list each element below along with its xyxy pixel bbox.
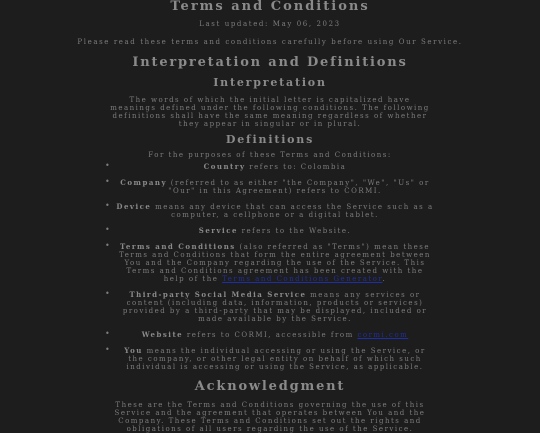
list-item [105, 203, 435, 219]
definitions-list [105, 163, 435, 371]
definition-term: Company [120, 178, 168, 187]
definition-term: Website [141, 330, 184, 339]
definition-text: refers to: Colombia [245, 163, 347, 171]
list-item [105, 331, 435, 339]
definition-text: refers to the Website. [237, 227, 352, 235]
bullet-icon: • [105, 161, 112, 170]
definitions-lead: For the purposes of these Terms and Conditions: [148, 151, 392, 159]
definition-tail: . [382, 275, 387, 283]
definition-text: refers to CORMI, accessible from [183, 331, 358, 339]
website-link[interactable]: cormi.com [357, 331, 409, 339]
bullet-icon: • [105, 225, 112, 234]
bullet-icon: • [105, 289, 112, 298]
acknowledgment-heading: Acknowledgment [194, 379, 346, 394]
bullet-icon: • [105, 177, 112, 186]
intro-text: Please read these terms and conditions carefully before using Our Service. [77, 38, 463, 46]
definition-term: Third-party Social Media Service [129, 290, 307, 299]
acknowledgment-text: These are the Terms and Conditions governing the use of this Service and the agreement that operates between You and the Company. These Terms and Conditions set out the rights and obligations of all users regarding the use of the Service. [114, 401, 426, 433]
terms-generator-link[interactable]: Terms and Conditions Generator [222, 275, 383, 283]
list-item [105, 227, 435, 235]
definition-term: Service [198, 226, 238, 235]
list-item [105, 291, 435, 323]
definition-text: means any services or content (including data, information, products or services) provided by a third-party that may be displayed, included or made available by the Service. [122, 291, 428, 323]
last-updated: Last updated: May 06, 2023 [199, 20, 341, 28]
interpretation-text: The words of which the initial letter is capitalized have meanings defined under the following conditions. The following definitions shall have the same meaning regardless of whether they appear in singular or in plural. [110, 96, 430, 128]
definition-text: means the individual accessing or using the Service, or the company, or other legal entity on behalf of which such individual is accessing or using the Service, as applicable. [126, 347, 426, 371]
definition-term: You [124, 346, 143, 355]
bullet-icon: • [105, 329, 112, 338]
page-title: Terms and Conditions [170, 0, 370, 14]
definition-term: Terms and Conditions [119, 242, 236, 251]
definition-text: means any device that can access the Service such as a computer, a cellphone or a digital tablet. [151, 203, 434, 219]
bullet-icon: • [105, 345, 112, 354]
definitions-heading: Definitions [225, 133, 315, 146]
list-item [105, 179, 435, 195]
bullet-icon: • [105, 241, 112, 250]
definition-text: (referred to as either "the Company", "We", "Us" or "Our" in this Agreement) refers to CORMI. [167, 179, 430, 195]
interpretation-definitions-heading: Interpretation and Definitions [132, 55, 408, 70]
definition-text: (also referred as "Terms") mean these Terms and Conditions that form the entire agreement between You and the Company regarding the use of the Service. This Terms and Conditions agreement has been created with the help of the [119, 243, 431, 283]
bullet-icon: • [105, 201, 112, 210]
list-item [105, 243, 435, 283]
definition-term: Country [203, 162, 246, 171]
definition-term: Device [116, 202, 152, 211]
list-item [105, 347, 435, 371]
list-item [105, 163, 435, 171]
interpretation-heading: Interpretation [213, 76, 327, 89]
